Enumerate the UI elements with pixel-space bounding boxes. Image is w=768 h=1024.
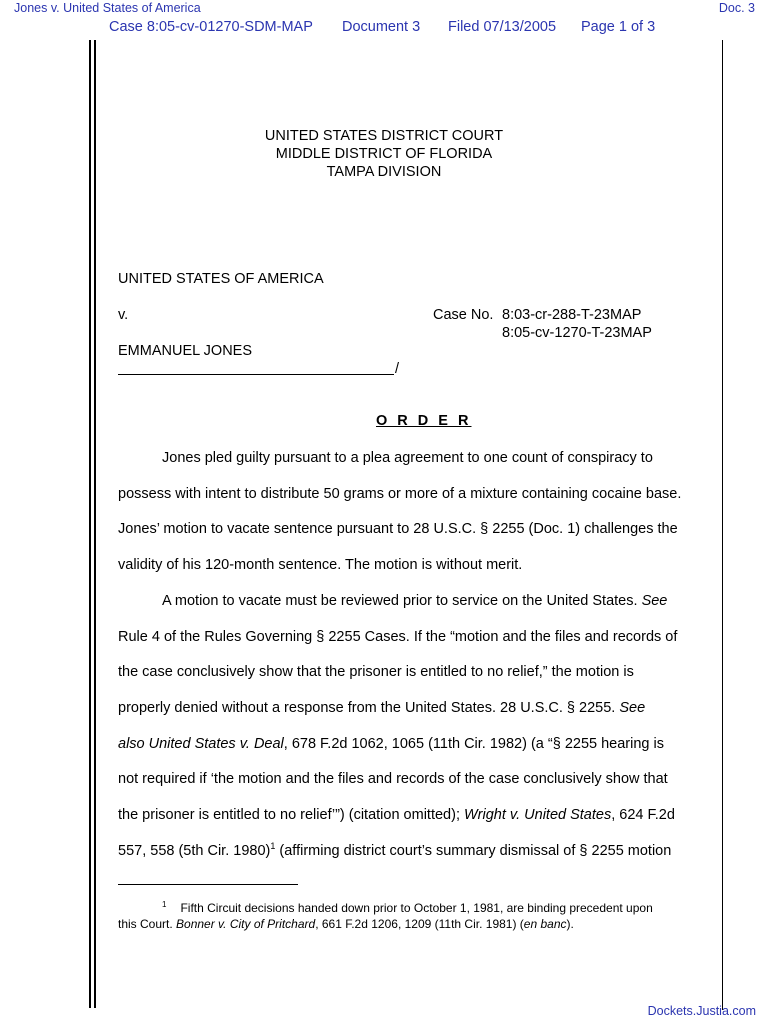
case-no-civil: 8:05-cv-1270-T-23MAP: [502, 325, 652, 341]
footnote-en-banc: en banc: [523, 917, 567, 931]
body-line-11-text: the prisoner is entitled to no relief’”) (citation omitted);: [118, 807, 464, 823]
body-line-8-text: properly denied without a response from the United States. 28 U.S.C. § 2255.: [118, 700, 620, 716]
filed-date: Filed 07/13/2005: [448, 19, 557, 35]
body-line-1: Jones pled guilty pursuant to a plea agreement to one count of conspiracy to: [162, 450, 653, 466]
case-no-label: Case No.: [433, 307, 494, 323]
body-line-9-text: , 678 F.2d 1062, 1065 (11th Cir. 1982) (a “§ 2255 hearing is: [283, 736, 664, 752]
footnote-cite: , 661 F.2d 1206, 1209 (11th Cir. 1981) (: [315, 917, 524, 931]
defendant-name: EMMANUEL JONES: [118, 343, 253, 359]
dockets-justia-link[interactable]: Dockets.Justia.com: [647, 1004, 756, 1018]
body-line-5-see: See: [641, 593, 668, 609]
body-line-10: not required if ‘the motion and the files and records of the case conclusively show that: [118, 771, 668, 787]
body-line-6: Rule 4 of the Rules Governing § 2255 Cases. If the “motion and the files and records of: [118, 629, 678, 645]
body-line-11-cite: , 624 F.2d: [611, 807, 675, 823]
doc-link[interactable]: Doc. 3: [718, 1, 755, 15]
court-line-3: TAMPA DIVISION: [326, 164, 442, 180]
court-name: [0, 127, 768, 181]
body-line-12-text: 557, 558 (5th Cir. 1980): [118, 843, 271, 859]
caption-slash: /: [395, 361, 400, 377]
case-no-criminal: 8:03-cr-288-T-23MAP: [502, 307, 642, 323]
footnote-line-1-text: Fifth Circuit decisions handed down prior to October 1, 1981, are binding precedent upon: [180, 901, 653, 915]
document-number: Document 3: [342, 19, 421, 35]
court-line-2: MIDDLE DISTRICT OF FLORIDA: [275, 146, 493, 162]
body-line-12-rest: (affirming district court’s summary dismissal of § 2255 motion: [275, 843, 672, 859]
plaintiff-name: UNITED STATES OF AMERICA: [118, 271, 324, 287]
footnote-marker: 1: [162, 900, 167, 909]
left-margin-rule-outer: [89, 40, 91, 1008]
body-line-5: [162, 592, 667, 610]
body-line-2: possess with intent to distribute 50 grams or more of a mixture containing cocaine base.: [118, 486, 682, 502]
footnote-end: ).: [566, 917, 574, 931]
footnote-separator: [118, 884, 298, 885]
body-line-4: validity of his 120-month sentence. The motion is without merit.: [118, 557, 523, 573]
body-line-7: the case conclusively show that the prisoner is entitled to no relief,” the motion is: [118, 664, 634, 680]
case-number: Case 8:05-cv-01270-SDM-MAP: [109, 19, 313, 35]
body-line-11: [118, 806, 675, 824]
source-link[interactable]: Jones v. United States of America: [14, 1, 201, 15]
footnote-line-2-text: this Court.: [118, 917, 177, 931]
versus: v.: [118, 307, 129, 323]
body-line-3: Jones’ motion to vacate sentence pursuant to 28 U.S.C. § 2255 (Doc. 1) challenges the: [118, 521, 678, 537]
right-margin-rule: [722, 40, 723, 1010]
footnote-line-2: [118, 916, 574, 932]
body-line-9-case: also United States v. Deal: [118, 736, 284, 752]
body-line-8: [118, 699, 645, 717]
order-title: O R D E R: [376, 413, 472, 429]
page-indicator: Page 1 of 3: [581, 19, 656, 35]
footnote-line-1: [162, 900, 653, 916]
body-line-12: [118, 842, 671, 860]
body-line-8-see: See: [619, 700, 646, 716]
body-line-5-text: A motion to vacate must be reviewed prior to service on the United States.: [162, 593, 642, 609]
left-margin-rule-inner: [94, 40, 96, 1008]
caption-underline: [118, 374, 394, 375]
body-line-9: [118, 735, 664, 753]
footnote-case: Bonner v. City of Pritchard: [176, 917, 316, 931]
court-line-1: UNITED STATES DISTRICT COURT: [264, 128, 504, 144]
body-line-11-case: Wright v. United States: [464, 807, 612, 823]
footnote-ref: 1: [270, 841, 276, 852]
